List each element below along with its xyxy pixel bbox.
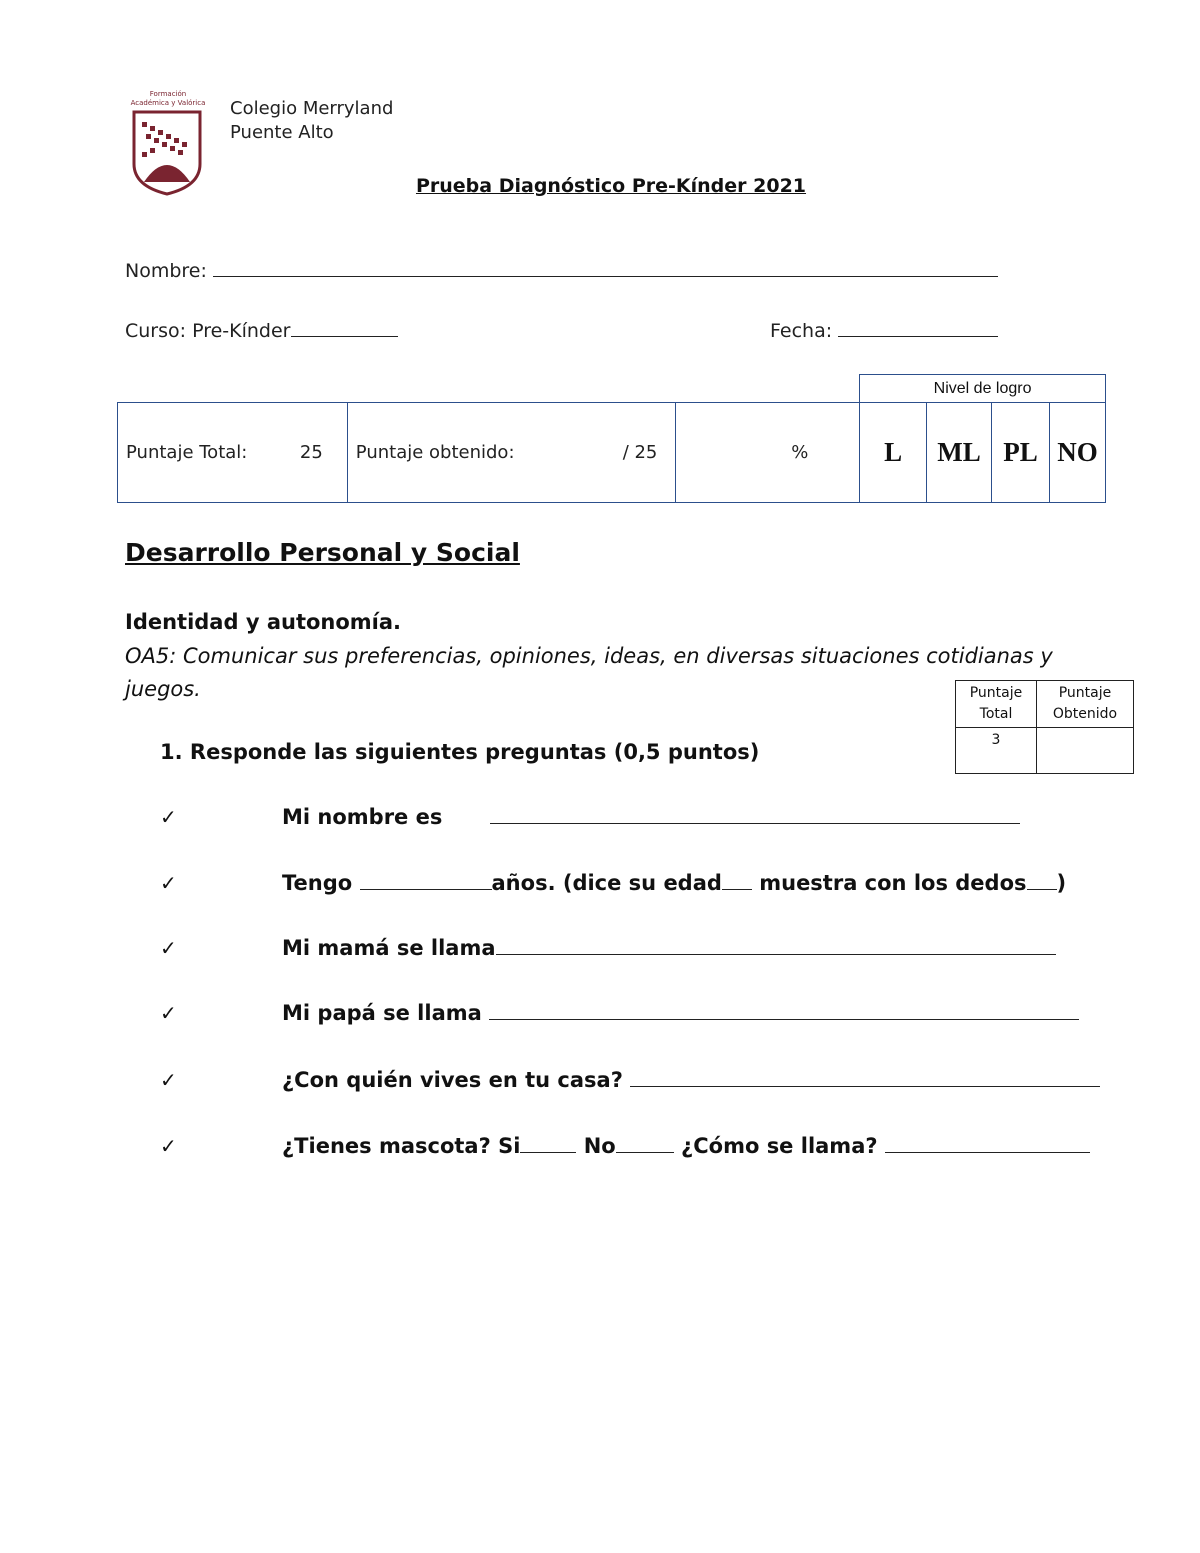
points-col-total: Puntaje Total	[956, 681, 1037, 728]
points-box	[955, 680, 1134, 774]
item-label-2: años. (dice su edad	[491, 871, 722, 895]
item-label: Mi mamá se llama	[282, 936, 496, 960]
objective-text: OA5: Comunicar sus preferencias, opiniones, ideas, en diversas situaciones cotidianas y juegos.	[125, 644, 1053, 701]
item-papa	[282, 1001, 1079, 1025]
level-ml[interactable]: ML	[927, 403, 992, 503]
answer-blank[interactable]	[496, 936, 1056, 955]
answer-blank[interactable]	[885, 1134, 1090, 1153]
puntaje-obtenido-value: / 25	[622, 442, 658, 463]
points-total-value: 3	[956, 728, 1037, 774]
check-icon: ✓	[160, 871, 177, 895]
item-label: ¿Con quién vives en tu casa?	[282, 1068, 623, 1092]
fecha-field	[770, 318, 998, 342]
item-label: ¿Tienes mascota? Si	[282, 1134, 521, 1158]
section-title: Desarrollo Personal y Social	[125, 538, 520, 567]
puntaje-obtenido-cell[interactable]	[347, 403, 676, 503]
item-label-2: No	[583, 1134, 616, 1158]
answer-blank[interactable]	[489, 1001, 1079, 1020]
item-mascota	[282, 1134, 1090, 1158]
nivel-logro-header: Nivel de logro	[860, 375, 1106, 403]
level-pl[interactable]: PL	[992, 403, 1050, 503]
item-label: Mi nombre es	[282, 805, 443, 829]
school-info	[230, 97, 393, 145]
score-table	[117, 374, 1106, 503]
answer-blank[interactable]	[490, 805, 1020, 824]
answer-blank[interactable]	[722, 871, 752, 890]
check-icon: ✓	[160, 936, 177, 960]
check-icon: ✓	[160, 1134, 177, 1158]
answer-blank[interactable]	[520, 1134, 576, 1153]
fecha-blank[interactable]	[838, 318, 998, 337]
nombre-field	[125, 258, 998, 282]
points-col-obtained: Puntaje Obtenido	[1037, 681, 1134, 728]
item-label-3: ¿Cómo se llama?	[681, 1134, 878, 1158]
item-mama	[282, 936, 1056, 960]
curso-field	[125, 318, 398, 342]
check-icon: ✓	[160, 805, 177, 829]
nombre-label: Nombre:	[125, 260, 207, 282]
item-nombre	[282, 805, 1020, 829]
level-no[interactable]: NO	[1049, 403, 1105, 503]
item-label-4: )	[1056, 871, 1067, 895]
answer-blank[interactable]	[1027, 871, 1057, 890]
item-edad	[282, 871, 1066, 895]
item-label-3: muestra con los dedos	[759, 871, 1027, 895]
level-l[interactable]: L	[860, 403, 927, 503]
question-1: 1. Responde las siguientes preguntas (0,5 puntos)	[160, 740, 760, 764]
check-icon: ✓	[160, 1001, 177, 1025]
puntaje-total-cell	[118, 403, 348, 503]
check-icon: ✓	[160, 1068, 177, 1092]
answer-blank[interactable]	[360, 871, 492, 890]
nombre-blank[interactable]	[213, 258, 998, 277]
item-label: Tengo	[282, 871, 353, 895]
school-name: Colegio Merryland	[230, 98, 394, 119]
answer-blank[interactable]	[630, 1068, 1100, 1087]
percent-cell[interactable]: %	[676, 403, 860, 503]
logo-text-line2: Académica y Valórica	[130, 99, 206, 107]
puntaje-total-label: Puntaje Total:	[126, 442, 248, 463]
section-subtitle: Identidad y autonomía.	[125, 610, 402, 634]
page-title: Prueba Diagnóstico Pre-Kínder 2021	[415, 175, 807, 197]
points-obtained-value[interactable]	[1037, 728, 1134, 774]
item-label: Mi papá se llama	[282, 1001, 482, 1025]
puntaje-total-value: 25	[299, 442, 323, 463]
puntaje-obtenido-label: Puntaje obtenido:	[355, 442, 515, 463]
fecha-label: Fecha:	[770, 320, 833, 342]
logo-text-line1: Formación	[149, 90, 187, 98]
curso-blank[interactable]	[291, 318, 398, 337]
curso-label: Curso: Pre-Kínder	[125, 320, 291, 342]
item-casa	[282, 1068, 1100, 1092]
school-location: Puente Alto	[230, 122, 334, 143]
answer-blank[interactable]	[616, 1134, 674, 1153]
